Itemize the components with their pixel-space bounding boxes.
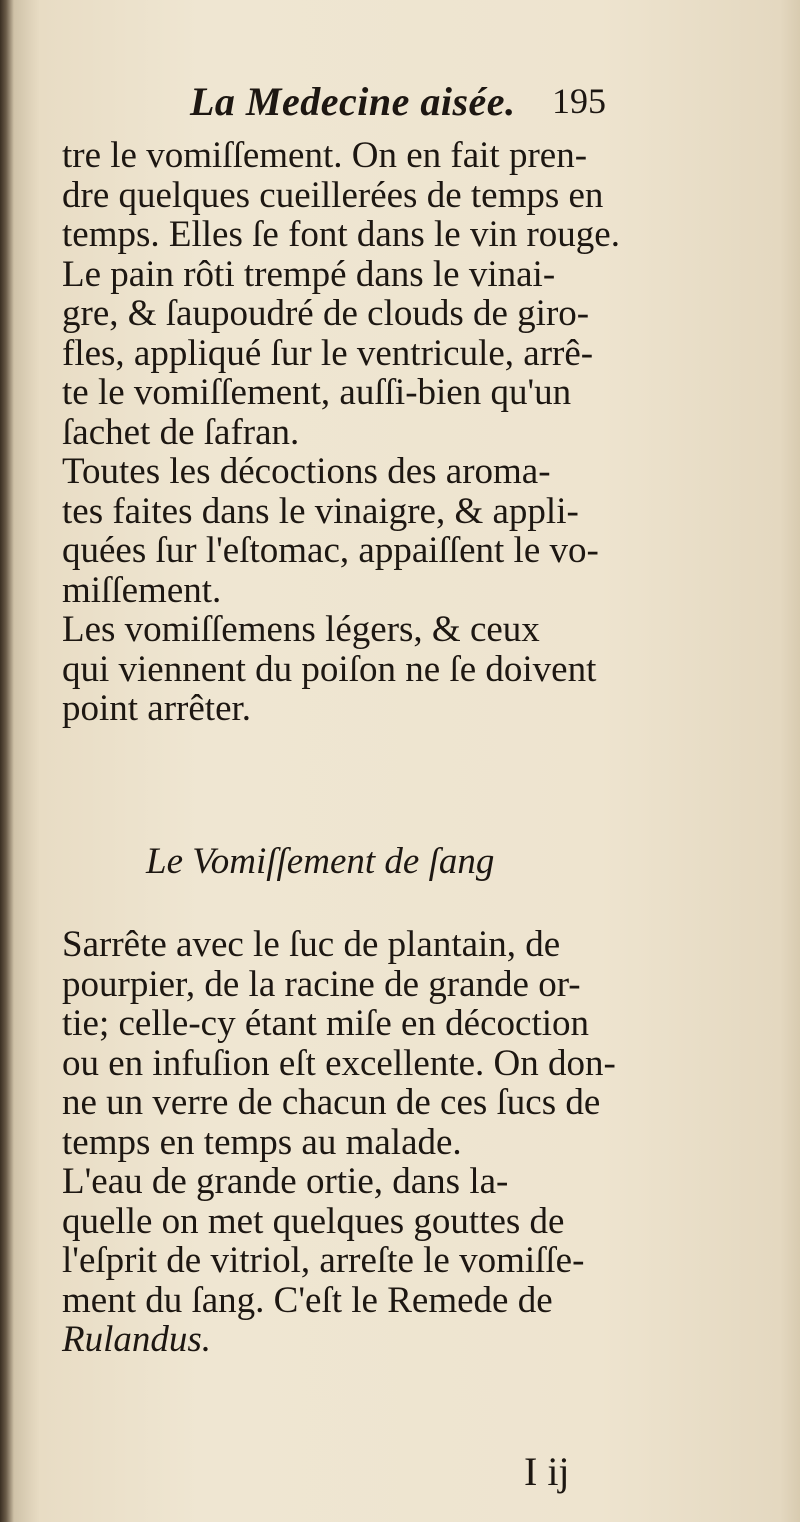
section-heading: Le Vomiſſement de ſang — [146, 841, 495, 882]
text-line: ou en infuſion eſt excellente. On don- — [62, 1042, 616, 1084]
text-line: pourpier, de la racine de grande or- — [62, 963, 581, 1005]
text-block-2 — [62, 925, 674, 1360]
text-block-1 — [62, 136, 674, 729]
signature-mark: I ij — [524, 1449, 570, 1494]
text-line: ment du ſang. C'eſt le Remede de — [62, 1279, 553, 1321]
text-line: quées ſur l'eſtomac, appaiſſent le vo- — [62, 530, 599, 571]
text-line: ne un verre de chacun de ces ſucs de — [62, 1082, 601, 1123]
text-line: Sarrête avec le ſuc de plantain, de — [62, 924, 561, 965]
page-header — [190, 78, 630, 128]
text-line: tie; celle-cy étant miſe en décoction — [62, 1003, 589, 1044]
text-line: dre quelques cueillerées de temps en — [62, 174, 604, 216]
text-line: L'eau de grande ortie, dans la- — [62, 1161, 509, 1202]
text-line: ſachet de ſafran. — [62, 411, 300, 453]
text-line: Le pain rôti trempé dans le vinai- — [62, 253, 556, 295]
text-line: point arrêter. — [62, 688, 252, 729]
text-line-author: Rulandus. — [62, 1319, 212, 1360]
page-number: 195 — [552, 81, 606, 121]
text-line: miſſement. — [62, 569, 222, 611]
text-line: temps. Elles ſe font dans le vin rouge. — [62, 214, 620, 255]
text-line: tre le vomiſſement. On en fait pren- — [62, 135, 588, 176]
text-line: gre, & ſaupoudré de clouds de giro- — [62, 293, 590, 334]
running-title: La Medecine aisée. — [190, 79, 516, 124]
text-line: l'eſprit de vitriol, arreſte le vomiſſe- — [62, 1240, 585, 1281]
text-line: Les vomiſſemens légers, & ceux — [62, 609, 540, 650]
text-line: fles, appliqué ſur le ventricule, arrê- — [62, 332, 594, 374]
text-line: te le vomiſſement, auſſi-bien qu'un — [62, 372, 572, 413]
text-line: qui viennent du poiſon ne ſe doivent — [62, 648, 597, 690]
text-line: quelle on met quelques gouttes de — [62, 1200, 565, 1242]
text-line: Toutes les décoctions des aroma- — [62, 451, 551, 492]
text-line: tes faites dans le vinaigre, & appli- — [62, 490, 579, 532]
text-line: temps en temps au malade. — [62, 1121, 462, 1163]
